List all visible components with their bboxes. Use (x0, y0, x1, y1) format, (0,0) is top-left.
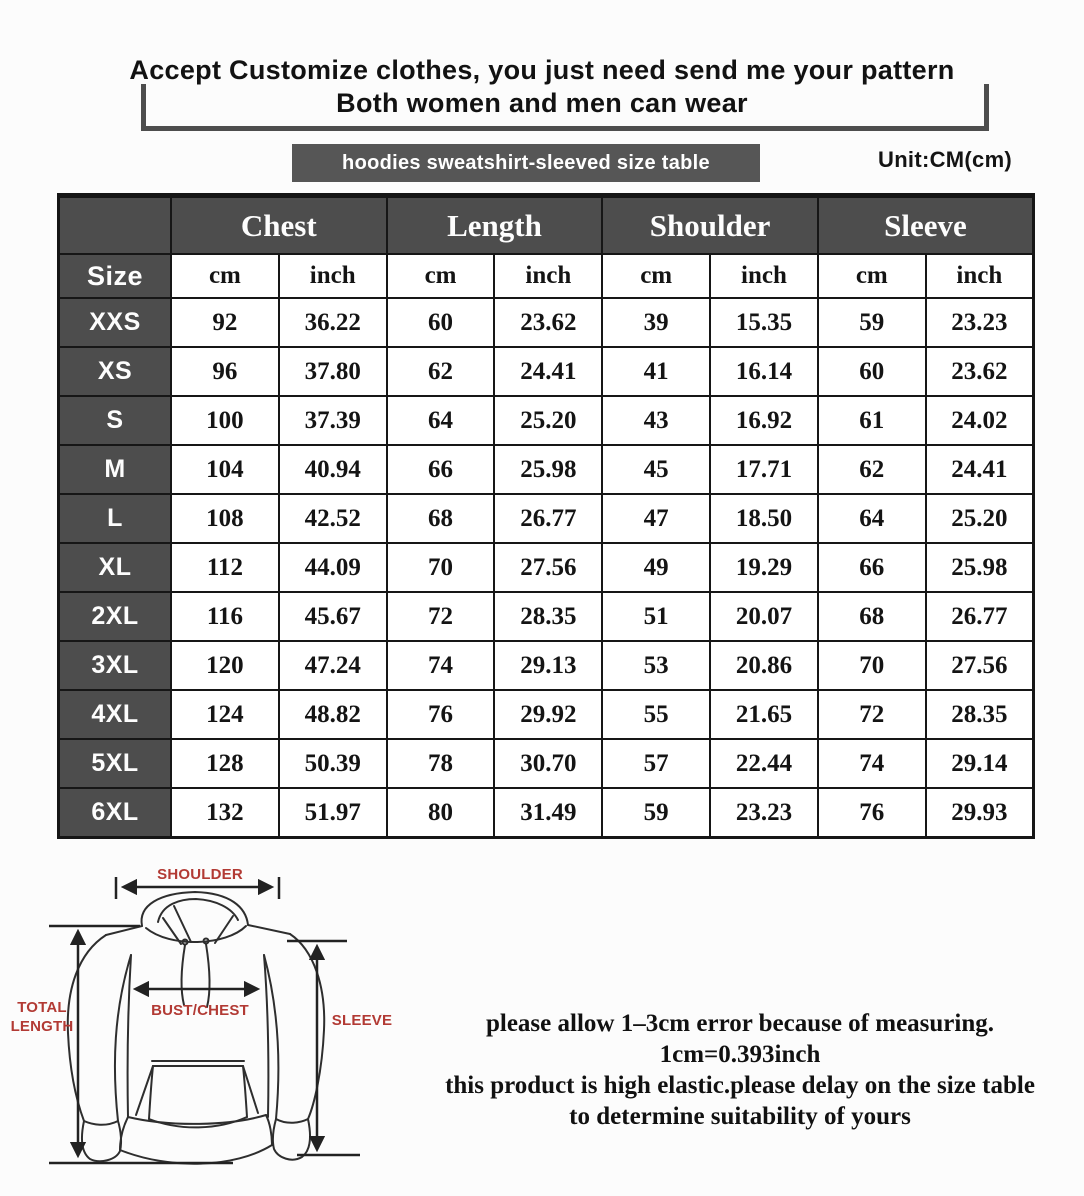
table-cell: 27.56 (494, 543, 602, 592)
table-row (59, 445, 1034, 494)
size-row-header: XS (59, 347, 172, 396)
column-group-header: Sleeve (818, 196, 1034, 255)
table-cell: 28.35 (494, 592, 602, 641)
unit-sub-header: cm (818, 254, 926, 298)
size-row-header: 2XL (59, 592, 172, 641)
table-cell: 66 (818, 543, 926, 592)
table-cell: 72 (387, 592, 495, 641)
size-row-header: 3XL (59, 641, 172, 690)
table-cell: 27.56 (926, 641, 1034, 690)
unit-sub-header: inch (494, 254, 602, 298)
table-cell: 25.20 (494, 396, 602, 445)
column-group-header: Chest (171, 196, 387, 255)
table-cell: 59 (818, 298, 926, 347)
table-row (59, 592, 1034, 641)
table-cell: 29.93 (926, 788, 1034, 838)
table-cell: 68 (387, 494, 495, 543)
table-cell: 108 (171, 494, 279, 543)
table-row (59, 396, 1034, 445)
table-cell: 31.49 (494, 788, 602, 838)
table-cell: 60 (818, 347, 926, 396)
measuring-notes (398, 1008, 1082, 1132)
table-cell: 66 (387, 445, 495, 494)
table-cell: 37.39 (279, 396, 387, 445)
table-cell: 60 (387, 298, 495, 347)
table-cell: 45 (602, 445, 710, 494)
table-row (59, 298, 1034, 347)
table-cell: 62 (818, 445, 926, 494)
table-cell: 124 (171, 690, 279, 739)
table-cell: 57 (602, 739, 710, 788)
table-cell: 47 (602, 494, 710, 543)
table-cell: 100 (171, 396, 279, 445)
table-cell: 96 (171, 347, 279, 396)
size-row-header: 6XL (59, 788, 172, 838)
table-cell: 19.29 (710, 543, 818, 592)
table-cell: 37.80 (279, 347, 387, 396)
table-cell: 59 (602, 788, 710, 838)
size-column-header: Size (59, 254, 172, 298)
header-text (0, 54, 1084, 120)
table-cell: 21.65 (710, 690, 818, 739)
table-cell: 36.22 (279, 298, 387, 347)
table-cell: 20.07 (710, 592, 818, 641)
note-line-1: please allow 1–3cm error because of measuring. (485, 1010, 995, 1037)
table-cell: 61 (818, 396, 926, 445)
size-row-header: 4XL (59, 690, 172, 739)
header-line-2: Both women and men can wear (336, 88, 748, 118)
table-cell: 22.44 (710, 739, 818, 788)
table-cell: 26.77 (494, 494, 602, 543)
note-line-2: 1cm=0.393inch (659, 1041, 821, 1068)
table-cell: 76 (387, 690, 495, 739)
table-cell: 42.52 (279, 494, 387, 543)
table-cell: 55 (602, 690, 710, 739)
table-cell: 25.98 (926, 543, 1034, 592)
sleeve-label: SLEEVE (331, 1012, 393, 1029)
table-cell: 120 (171, 641, 279, 690)
shoulder-label: SHOULDER (157, 866, 243, 883)
table-corner-cell (59, 196, 172, 255)
table-cell: 28.35 (926, 690, 1034, 739)
table-cell: 23.23 (926, 298, 1034, 347)
hoodie-outline-drawing (68, 892, 324, 1164)
table-cell: 16.14 (710, 347, 818, 396)
table-cell: 44.09 (279, 543, 387, 592)
table-cell: 43 (602, 396, 710, 445)
unit-sub-header: cm (171, 254, 279, 298)
bust-chest-label: BUST/CHEST (151, 1002, 249, 1019)
table-title-banner: hoodies sweatshirt-sleeved size table (292, 144, 760, 182)
table-cell: 74 (818, 739, 926, 788)
size-row-header: L (59, 494, 172, 543)
column-group-header: Shoulder (602, 196, 818, 255)
measurement-arrows (49, 877, 360, 1163)
table-cell: 23.62 (926, 347, 1034, 396)
table-cell: 25.20 (926, 494, 1034, 543)
table-cell: 25.98 (494, 445, 602, 494)
column-group-header: Length (387, 196, 603, 255)
table-cell: 30.70 (494, 739, 602, 788)
table-cell: 132 (171, 788, 279, 838)
table-cell: 41 (602, 347, 710, 396)
table-cell: 51.97 (279, 788, 387, 838)
table-cell: 50.39 (279, 739, 387, 788)
table-cell: 29.13 (494, 641, 602, 690)
table-row (59, 641, 1034, 690)
header-line-1: Accept Customize clothes, you just need send me your pattern (129, 55, 955, 85)
hoodie-measurement-diagram (0, 855, 440, 1196)
total-length-label-line1: TOTAL (17, 999, 67, 1016)
table-cell: 20.86 (710, 641, 818, 690)
table-cell: 116 (171, 592, 279, 641)
table-cell: 70 (818, 641, 926, 690)
unit-label: Unit:CM(cm) (878, 147, 1013, 172)
table-cell: 18.50 (710, 494, 818, 543)
table-cell: 23.62 (494, 298, 602, 347)
table-row (59, 690, 1034, 739)
table-cell: 40.94 (279, 445, 387, 494)
size-row-header: 5XL (59, 739, 172, 788)
table-cell: 62 (387, 347, 495, 396)
table-cell: 45.67 (279, 592, 387, 641)
table-cell: 92 (171, 298, 279, 347)
table-cell: 64 (818, 494, 926, 543)
unit-sub-header: inch (279, 254, 387, 298)
table-row (59, 347, 1034, 396)
table-cell: 16.92 (710, 396, 818, 445)
table-cell: 49 (602, 543, 710, 592)
table-cell: 17.71 (710, 445, 818, 494)
table-cell: 15.35 (710, 298, 818, 347)
unit-sub-header: cm (602, 254, 710, 298)
table-row (59, 494, 1034, 543)
total-length-label-line2: LENGTH (10, 1018, 74, 1035)
table-cell: 68 (818, 592, 926, 641)
table-row (59, 788, 1034, 838)
unit-sub-header: cm (387, 254, 495, 298)
table-cell: 24.02 (926, 396, 1034, 445)
table-cell: 24.41 (926, 445, 1034, 494)
table-cell: 76 (818, 788, 926, 838)
table-row (59, 543, 1034, 592)
table-cell: 64 (387, 396, 495, 445)
table-cell: 74 (387, 641, 495, 690)
table-row (59, 739, 1034, 788)
table-cell: 80 (387, 788, 495, 838)
table-cell: 24.41 (494, 347, 602, 396)
note-line-4: to determine suitability of yours (569, 1103, 911, 1130)
table-cell: 128 (171, 739, 279, 788)
note-line-3: this product is high elastic.please delay on the size table (445, 1072, 1035, 1099)
table-cell: 112 (171, 543, 279, 592)
unit-sub-header: inch (710, 254, 818, 298)
unit-sub-header: inch (926, 254, 1034, 298)
table-cell: 70 (387, 543, 495, 592)
table-cell: 39 (602, 298, 710, 347)
size-row-header: M (59, 445, 172, 494)
table-cell: 29.92 (494, 690, 602, 739)
table-cell: 29.14 (926, 739, 1034, 788)
table-cell: 26.77 (926, 592, 1034, 641)
table-cell: 23.23 (710, 788, 818, 838)
table-cell: 72 (818, 690, 926, 739)
table-cell: 51 (602, 592, 710, 641)
table-cell: 78 (387, 739, 495, 788)
size-table (57, 193, 1035, 839)
size-row-header: XXS (59, 298, 172, 347)
table-cell: 48.82 (279, 690, 387, 739)
size-row-header: XL (59, 543, 172, 592)
table-cell: 53 (602, 641, 710, 690)
table-cell: 104 (171, 445, 279, 494)
size-row-header: S (59, 396, 172, 445)
table-cell: 47.24 (279, 641, 387, 690)
